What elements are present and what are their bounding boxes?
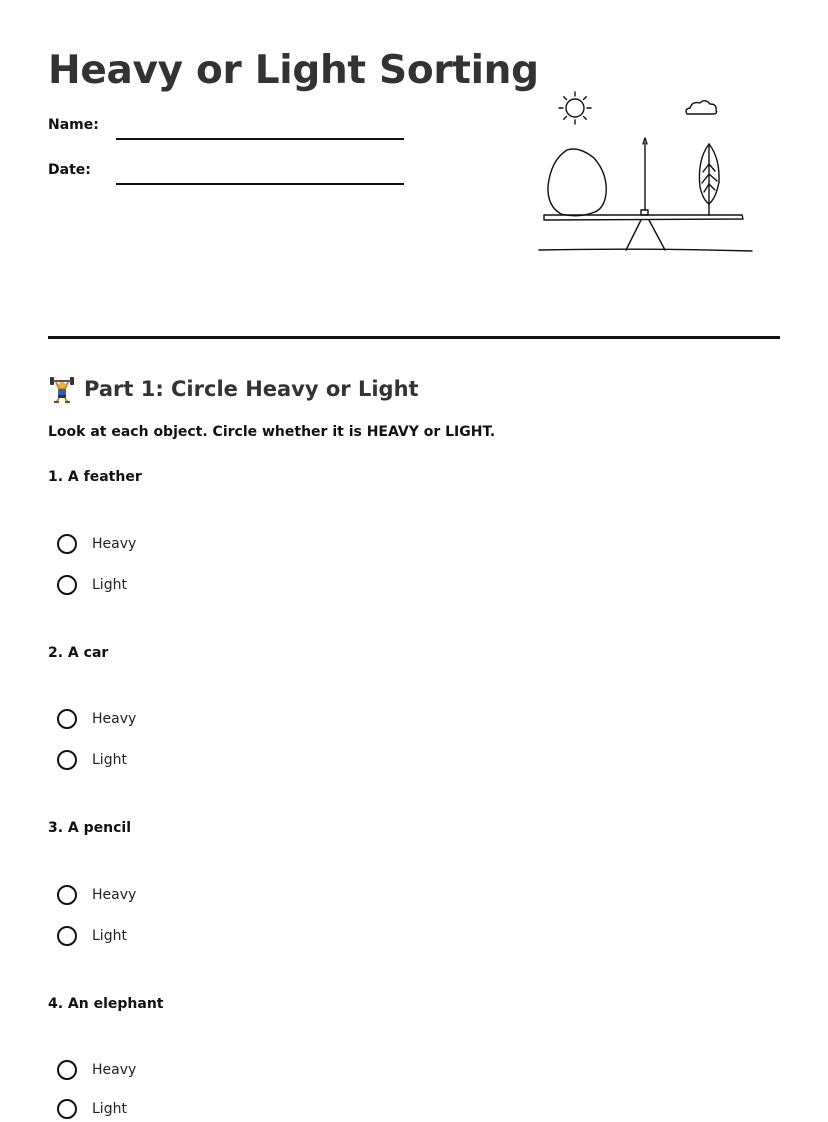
cloud-icon <box>686 101 717 114</box>
section-heading <box>48 372 419 406</box>
radio-circle[interactable] <box>57 709 77 729</box>
radio-circle[interactable] <box>57 1060 77 1080</box>
option-light[interactable] <box>57 1096 127 1122</box>
page-title: Heavy or Light Sorting <box>48 48 539 93</box>
date-input-line[interactable] <box>116 183 404 185</box>
option-heavy[interactable] <box>57 882 136 908</box>
radio-circle[interactable] <box>57 926 77 946</box>
seesaw-illustration <box>530 82 760 260</box>
option-label: Heavy <box>92 887 137 903</box>
option-label: Light <box>92 1101 127 1117</box>
section-title: Part 1: Circle Heavy or Light <box>84 377 419 401</box>
name-input-line[interactable] <box>116 138 404 140</box>
option-label: Heavy <box>92 1062 137 1078</box>
question-text: 3. A pencil <box>48 820 132 836</box>
option-label: Light <box>92 928 127 944</box>
option-label: Heavy <box>92 711 137 727</box>
option-heavy[interactable] <box>57 706 136 732</box>
option-light[interactable] <box>57 923 127 949</box>
date-label: Date: <box>48 162 91 178</box>
radio-circle[interactable] <box>57 1099 77 1119</box>
option-light[interactable] <box>57 572 127 598</box>
option-label: Light <box>92 577 127 593</box>
radio-circle[interactable] <box>57 750 77 770</box>
question-text: 2. A car <box>48 645 109 661</box>
feather-icon <box>699 144 719 215</box>
option-heavy[interactable] <box>57 1057 136 1083</box>
instructions: Look at each object. Circle whether it is HEAVY or LIGHT. <box>48 424 496 440</box>
name-label: Name: <box>48 117 99 133</box>
radio-circle[interactable] <box>57 534 77 554</box>
radio-circle[interactable] <box>57 885 77 905</box>
section-divider <box>48 336 780 339</box>
name-field <box>48 112 408 142</box>
question-text: 4. An elephant <box>48 996 164 1012</box>
option-light[interactable] <box>57 747 127 773</box>
option-label: Light <box>92 752 127 768</box>
date-field <box>48 157 408 187</box>
radio-circle[interactable] <box>57 575 77 595</box>
rock-icon <box>548 149 606 216</box>
sun-icon <box>559 92 591 124</box>
seesaw-icon <box>539 138 752 251</box>
option-label: Heavy <box>92 536 137 552</box>
option-heavy[interactable] <box>57 531 136 557</box>
question-text: 1. A feather <box>48 469 142 485</box>
weightlifter-icon <box>48 374 76 404</box>
